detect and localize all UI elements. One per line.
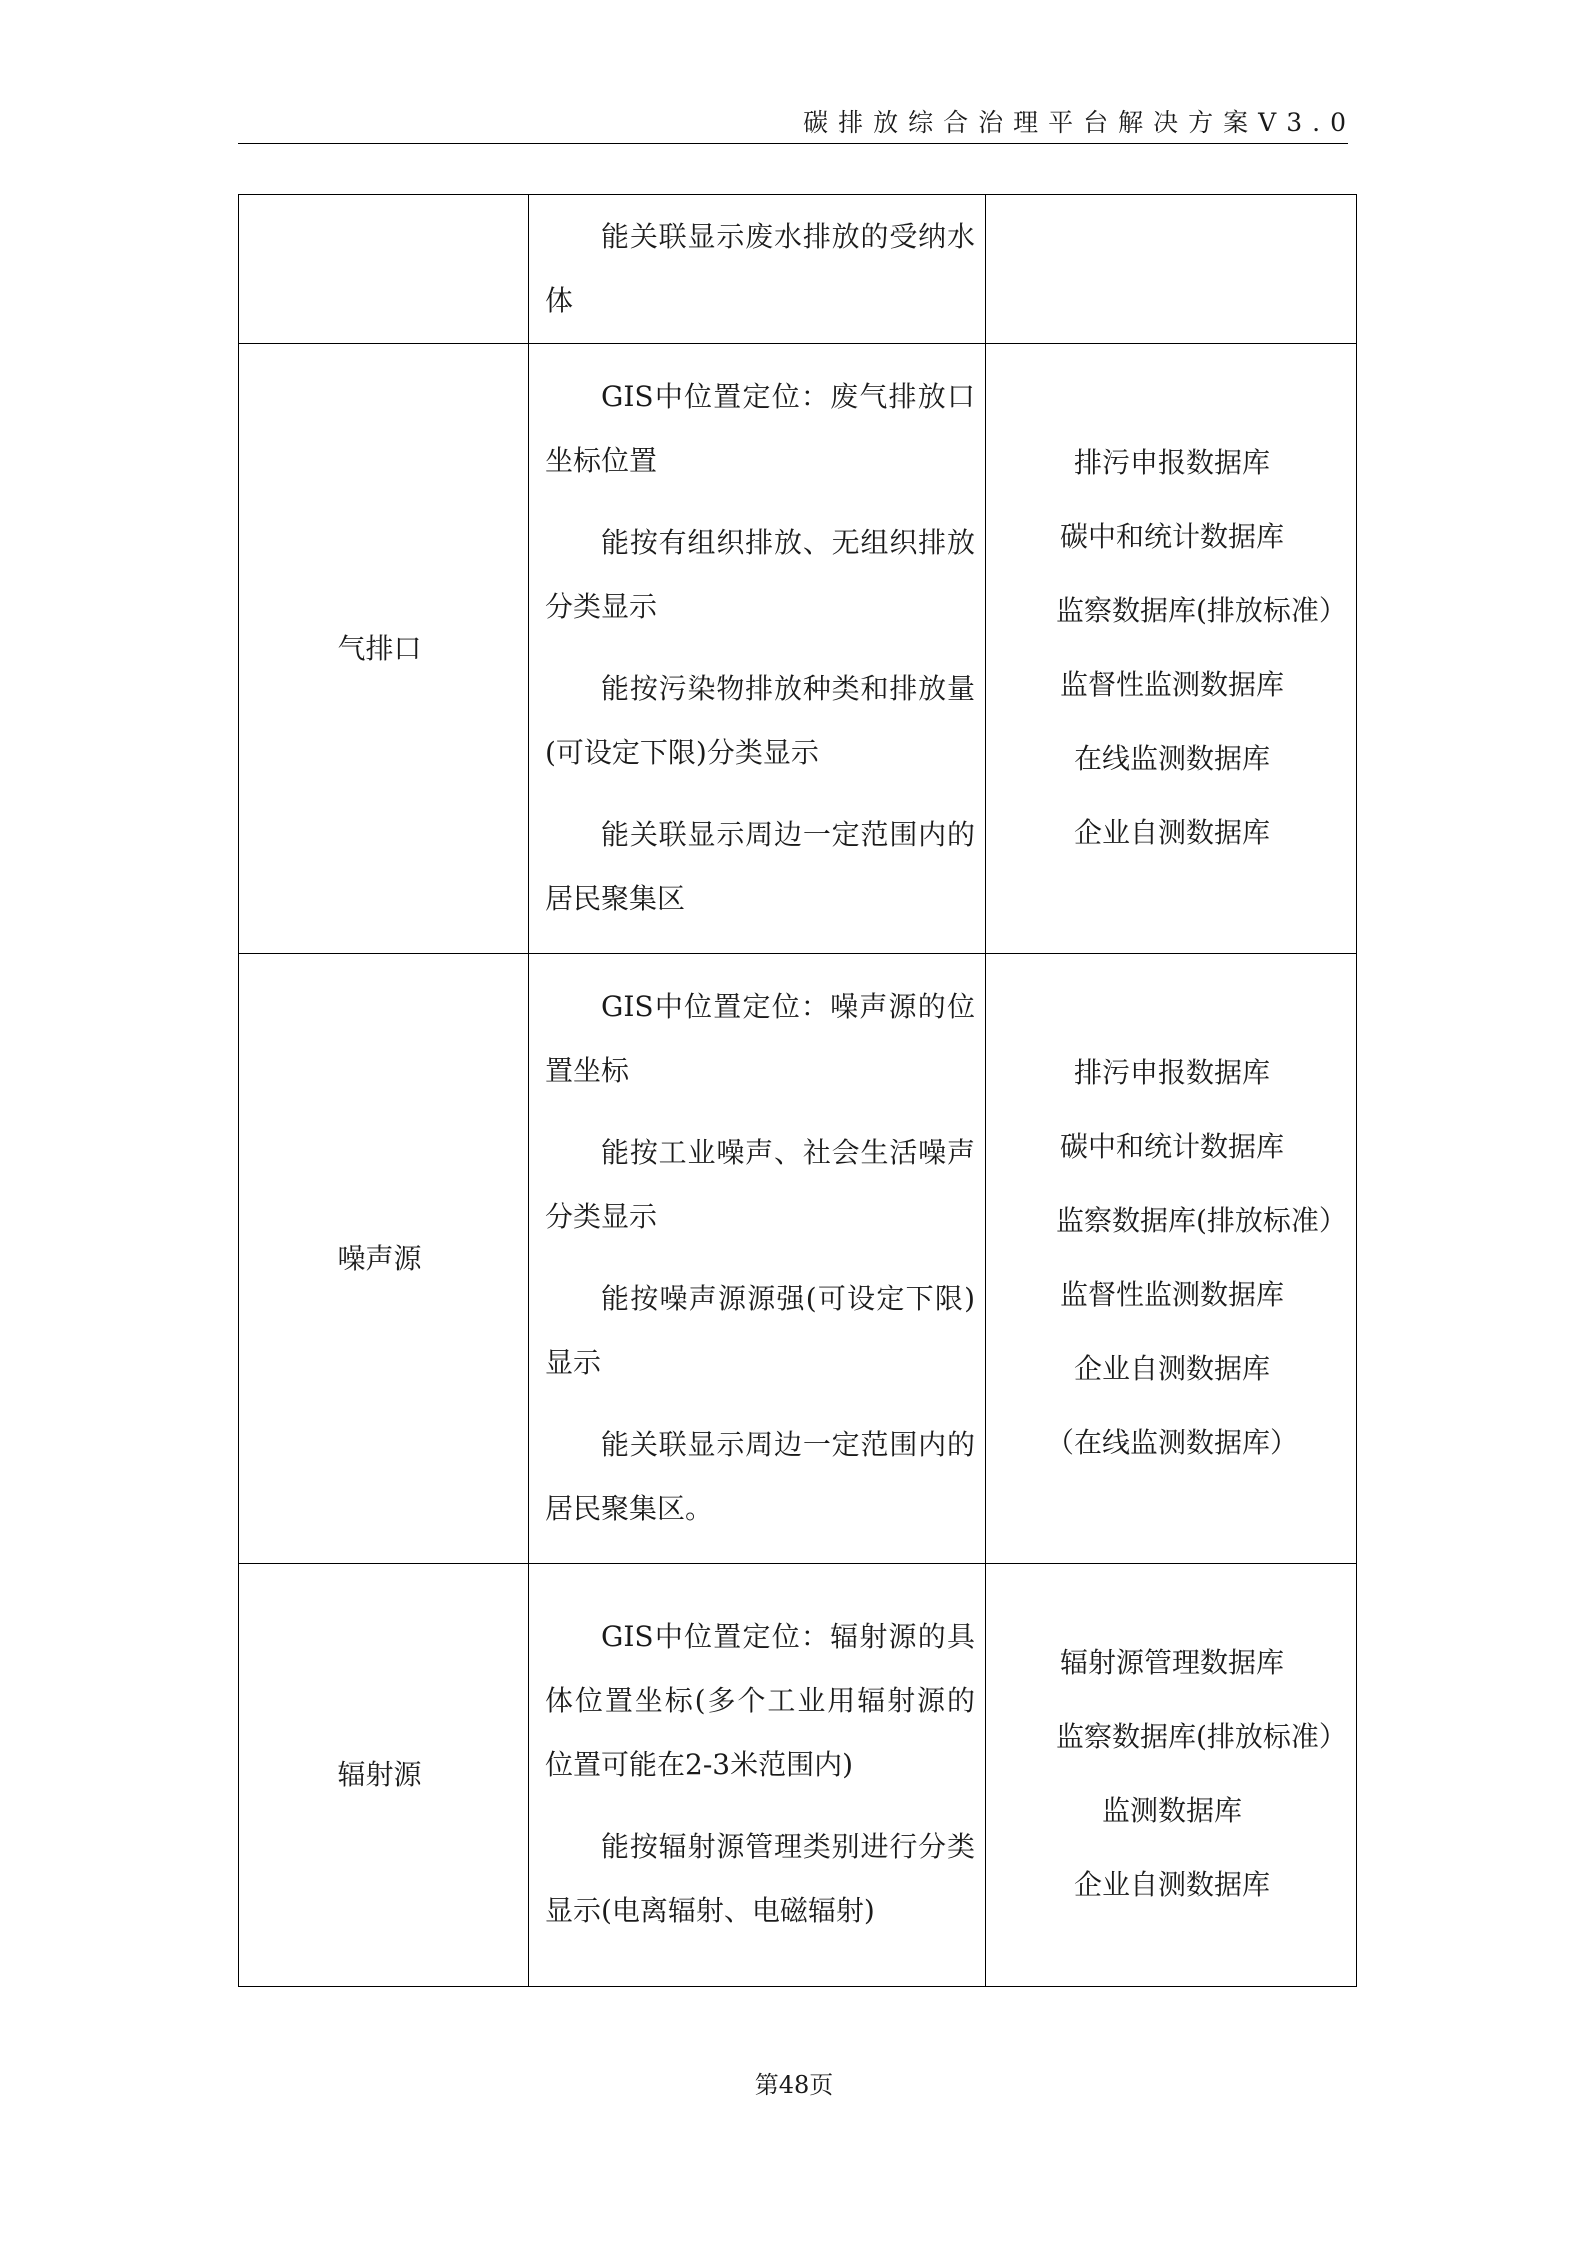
feature-cell: [529, 954, 986, 1564]
database-name: 监督性监测数据库: [1059, 667, 1284, 701]
feature-text: 能关联显示废水排放的受纳水体: [545, 220, 975, 317]
database-name: 碳中和统计数据库: [1059, 519, 1284, 553]
feature-cell: [529, 1564, 986, 1987]
database-cell: [986, 344, 1357, 954]
database-cell: [986, 195, 1357, 344]
database-name: 碳中和统计数据库: [1059, 1129, 1284, 1163]
feature-text: 能按工业噪声、社会生活噪声分类显示: [545, 1135, 975, 1233]
page-number: 第48页: [754, 2071, 834, 2099]
database-name: 辐射源管理数据库: [1059, 1646, 1284, 1679]
table-row: [239, 954, 1357, 1564]
feature-text: 能按污染物排放种类和排放量(可设定下限)分类显示: [545, 671, 975, 769]
database-cell: [986, 954, 1357, 1564]
database-name: 在线监测数据库: [1073, 741, 1270, 775]
feature-text: 能关联显示周边一定范围内的居民聚集区。: [545, 1427, 975, 1525]
database-cell: [986, 1564, 1357, 1987]
feature-cell: [529, 195, 986, 344]
database-name: 监察数据库(排放标准）: [1056, 1720, 1347, 1753]
object-name-cell: 噪声源: [239, 954, 529, 1564]
database-name: 监测数据库: [1101, 1794, 1242, 1827]
database-name: 排污申报数据库: [1073, 445, 1270, 479]
document-title: 碳排放综合治理平台解决方案V3.0: [803, 108, 1356, 137]
feature-cell: [529, 344, 986, 954]
page-header: [238, 108, 1356, 144]
feature-text: GIS中位置定位：废气排放口坐标位置: [545, 379, 975, 477]
database-name: 监督性监测数据库: [1059, 1277, 1284, 1311]
feature-text: GIS中位置定位：辐射源的具体位置坐标(多个工业用辐射源的位置可能在2-3米范围内): [545, 1620, 975, 1781]
table-row: [239, 195, 1357, 344]
table-row: [239, 1564, 1357, 1987]
database-name: 监察数据库(排放标准）: [1056, 1203, 1347, 1237]
database-name: 企业自测数据库: [1073, 815, 1270, 849]
feature-text: 能按噪声源源强(可设定下限)显示: [545, 1281, 975, 1379]
object-name-cell: [239, 195, 529, 344]
feature-text: 能按辐射源管理类别进行分类显示(电离辐射、电磁辐射): [545, 1830, 975, 1927]
feature-table: [238, 194, 1357, 1987]
feature-text: 能关联显示周边一定范围内的居民聚集区: [545, 817, 975, 915]
database-name: （在线监测数据库）: [1045, 1425, 1298, 1459]
object-name-cell: 辐射源: [239, 1564, 529, 1987]
database-name: 企业自测数据库: [1073, 1868, 1270, 1901]
database-name: 监察数据库(排放标准）: [1056, 593, 1347, 627]
feature-text: GIS中位置定位：噪声源的位置坐标: [545, 989, 975, 1087]
object-name-cell: 气排口: [239, 344, 529, 954]
database-name: 排污申报数据库: [1073, 1055, 1270, 1089]
feature-text: 能按有组织排放、无组织排放分类显示: [545, 525, 975, 623]
table-row: [239, 344, 1357, 954]
database-name: 企业自测数据库: [1073, 1351, 1270, 1385]
